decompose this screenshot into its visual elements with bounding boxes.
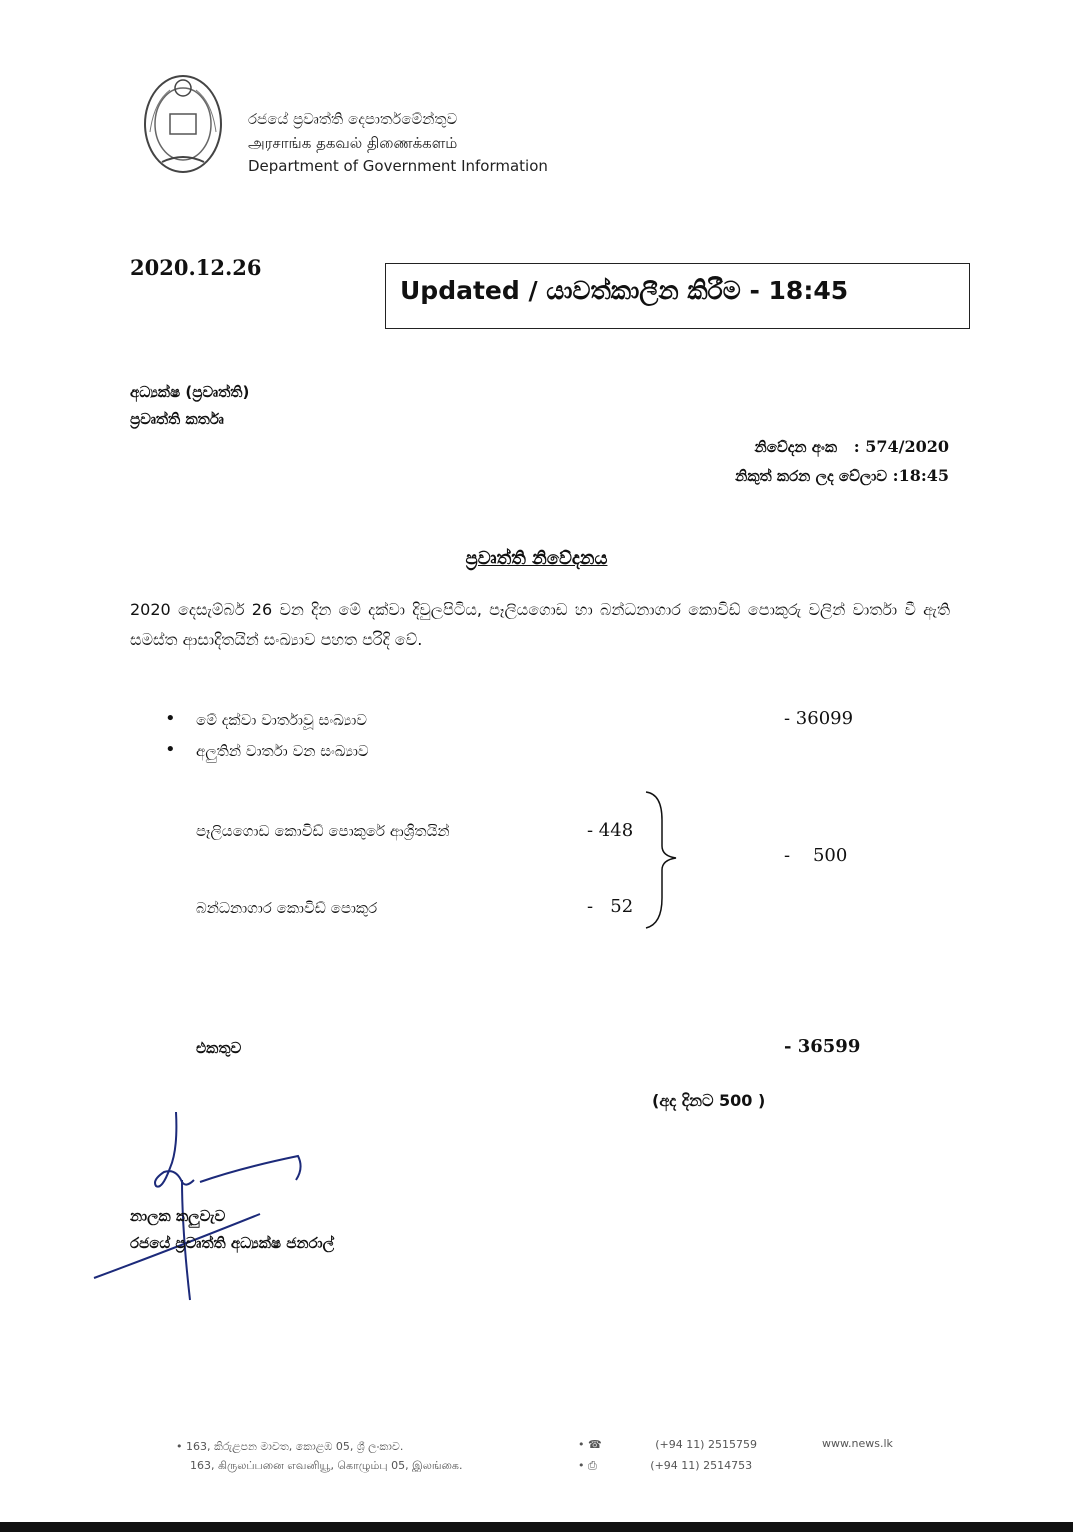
breakdown-label-peliyagoda: පෑලියගොඩ කොවිඩ් පොකුරේ ආශ්‍රිතයින් [196,822,450,840]
footer-phone: • ☎ (+94 11) 2515759 [578,1438,757,1451]
government-emblem-logo [140,72,226,176]
release-time-value: :18:45 [892,466,949,485]
release-time-label: නිකුත් කරන ලද වේලාව [735,467,888,485]
breakdown-label-prison: බන්ධනාගාර කොවිඩ් පොකුර [196,899,378,917]
footer-website: www.news.lk [822,1437,893,1450]
curly-brace [642,790,682,934]
breakdown-value-prison: - 52 [587,896,634,917]
release-time [735,466,949,485]
intro-paragraph: 2020 දෙසැම්බර් 26 වන දින මේ දක්වා දිවුලපිටිය, පෑලියගොඩ හා බන්ධනාගාර කොවිඩ් පොකුරු වලින් වාර්තා වී ඇති සමස්ත ආසාදිතයින් සංඛ්‍යාව පහත පරිදි වේ. [130,600,950,649]
footer-address-sinhala: • 163, කිරුළපන මාවත, කොළඹ 05, ශ්‍රී ලංකාව. [176,1440,404,1453]
dept-name-tamil: அரசாங்க தகவல் திணைக்களம் [248,134,458,152]
bullet-dot-2: • [165,739,176,760]
footer-fax: • ⎙ (+94 11) 2514753 [578,1459,753,1472]
signatory-name: නාලක කලුවැව [130,1207,226,1225]
footer-address-sinhala-text: 163, කිරුළපන මාවත, කොළඹ 05, ශ්‍රී ලංකාව. [186,1440,404,1453]
footer-phone-text: (+94 11) 2515759 [655,1438,757,1451]
update-banner: Updated / යාවත්කාලීන කිරීම - 18:45 [385,263,970,329]
dept-name-sinhala: රජයේ ප්‍රවෘත්ති දෙපාර්තමේන්තුව [248,110,458,128]
release-number [755,437,949,456]
release-number-value: : 574/2020 [853,437,949,456]
release-number-label: නිවේදන අංක [754,438,838,456]
today-note: (අද දිනට 500 ) [652,1091,766,1110]
bullet-dot-1: • [165,708,176,729]
document-title: ප්‍රවෘත්ති නිවේදනය [465,548,608,569]
footer-address-tamil: 163, கிருலப்பனை எவனியூ, கொழும்பு 05, இலங்கை. [190,1459,463,1472]
breakdown-value-peliyagoda: - 448 [587,820,634,841]
addressee-2: ප්‍රවෘත්ති කර්තෘ [130,410,224,428]
dept-name-english: Department of Government Information [248,157,548,175]
signatory-title: රජයේ ප්‍රවෘත්ති අධ්‍යක්ෂ ජනරාල් [130,1234,335,1252]
total-value: - 36599 [784,1036,861,1057]
release-date: 2020.12.26 [130,255,262,280]
bullet-value-reported: - 36099 [784,708,854,729]
addressee-1: අධ්‍යක්ෂ (ප්‍රවෘත්ති) [130,383,250,401]
breakdown-total: - 500 [784,845,848,866]
footer-fax-text: (+94 11) 2514753 [650,1459,753,1472]
bullet-label-reported: මේ දක්වා වාර්තාවූ සංඛ්‍යාව [196,711,368,729]
bullet-label-new: අලුතින් වාර්තා වන සංඛ්‍යාව [196,742,369,760]
bottom-edge-bar [0,1522,1073,1532]
total-label: එකතුව [196,1039,242,1057]
